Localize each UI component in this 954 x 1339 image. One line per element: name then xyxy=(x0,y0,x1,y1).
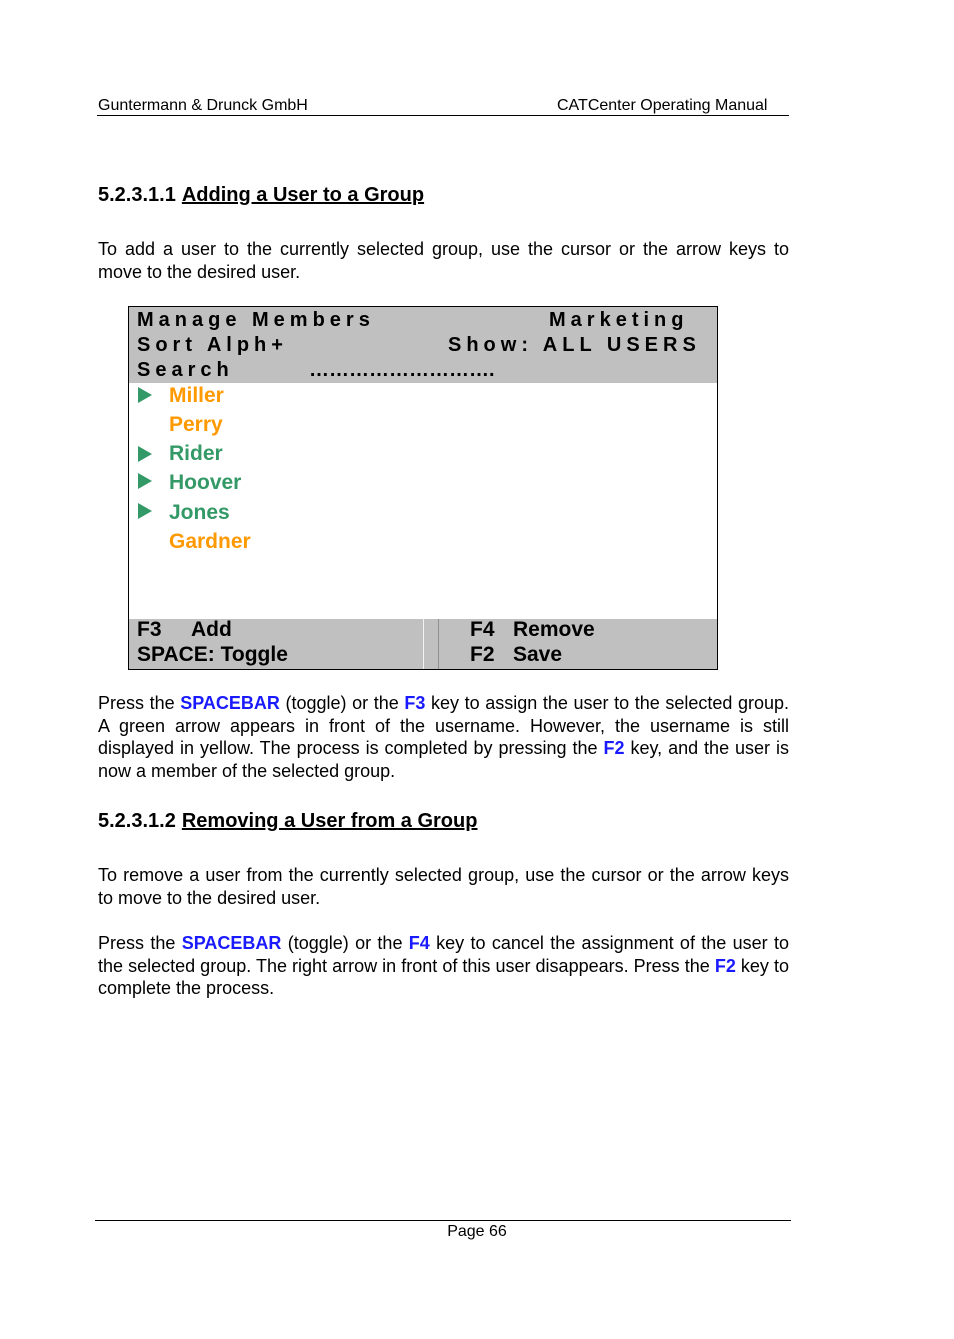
intro-paragraph-removing: To remove a user from the currently selected group, use the cursor or the arrow keys to move to the desired user. xyxy=(98,865,789,908)
text-run: key to assign the user to the selected group. A green arrow appears in front of the username. However, the username is still displayed in yellow. The process is completed by pressing the xyxy=(98,693,790,759)
add-action[interactable]: Add xyxy=(191,618,232,641)
search-field[interactable]: ………………………. xyxy=(309,359,495,381)
remove-action[interactable]: Remove xyxy=(513,618,595,641)
function-key-divider xyxy=(423,619,439,669)
f2-key[interactable]: F2 xyxy=(470,643,495,666)
assign-instructions xyxy=(98,692,789,783)
header-manual-title: CATCenter Operating Manual xyxy=(557,97,768,114)
save-action[interactable]: Save xyxy=(513,643,563,666)
footer-divider xyxy=(95,1220,791,1221)
text-run: key to cancel the assignment of the user to the selected group. The right arrow in front of this user disappears. Press the xyxy=(98,933,789,976)
intro-paragraph-adding: To add a user to the currently selected group, use the cursor or the arrow keys to move to the desired user. xyxy=(98,239,789,282)
f4-key[interactable]: F4 xyxy=(470,618,495,641)
section-number: 5.2.3.1.1 xyxy=(98,184,176,206)
user-item-gardner[interactable]: Gardner xyxy=(169,530,251,553)
f3-keyword: F3 xyxy=(404,693,426,713)
member-arrow-icon xyxy=(138,473,152,489)
section-title: Adding a User to a Group xyxy=(181,184,425,206)
section-number: 5.2.3.1.2 xyxy=(98,810,176,832)
manage-members-screen xyxy=(128,306,718,670)
remove-instructions xyxy=(98,932,789,1000)
space-toggle-action[interactable]: SPACE: Toggle xyxy=(137,643,288,666)
member-arrow-icon xyxy=(138,503,152,519)
header-company: Guntermann & Drunck GmbH xyxy=(98,97,308,114)
sort-option[interactable]: Sort Alph+ xyxy=(137,334,288,356)
screen-group-name: Marketing xyxy=(549,309,689,331)
user-item-rider[interactable]: Rider xyxy=(169,442,223,465)
text-run: key, and the user is now a member of the selected group. xyxy=(98,738,789,782)
section-title: Removing a User from a Group xyxy=(181,810,478,832)
text-run: (toggle) or the xyxy=(281,933,409,953)
user-item-hoover[interactable]: Hoover xyxy=(169,471,242,494)
section-heading-removing xyxy=(98,810,477,833)
search-label: Search xyxy=(137,359,234,381)
text-run: key to complete the process. xyxy=(98,955,789,999)
member-arrow-icon xyxy=(138,446,152,462)
member-arrow-icon xyxy=(138,387,152,403)
spacebar-keyword: SPACEBAR xyxy=(181,933,282,953)
user-item-miller[interactable]: Miller xyxy=(169,384,224,407)
f4-keyword: F4 xyxy=(408,933,430,953)
page-number: Page 66 xyxy=(447,1223,507,1240)
spacebar-keyword: SPACEBAR xyxy=(180,693,280,713)
f2-keyword: F2 xyxy=(714,955,736,976)
show-filter[interactable]: Show: ALL USERS xyxy=(448,334,701,356)
screen-title: Manage Members xyxy=(137,309,375,331)
user-item-jones[interactable]: Jones xyxy=(169,501,230,524)
f2-keyword: F2 xyxy=(603,738,625,759)
header-divider xyxy=(97,115,789,116)
text-run: Press the xyxy=(98,933,182,953)
text-run: (toggle) or the xyxy=(279,693,405,713)
text-run: Press the xyxy=(98,693,181,713)
user-item-perry[interactable]: Perry xyxy=(169,413,223,436)
f3-key[interactable]: F3 xyxy=(137,618,162,641)
section-heading-adding xyxy=(98,184,424,207)
